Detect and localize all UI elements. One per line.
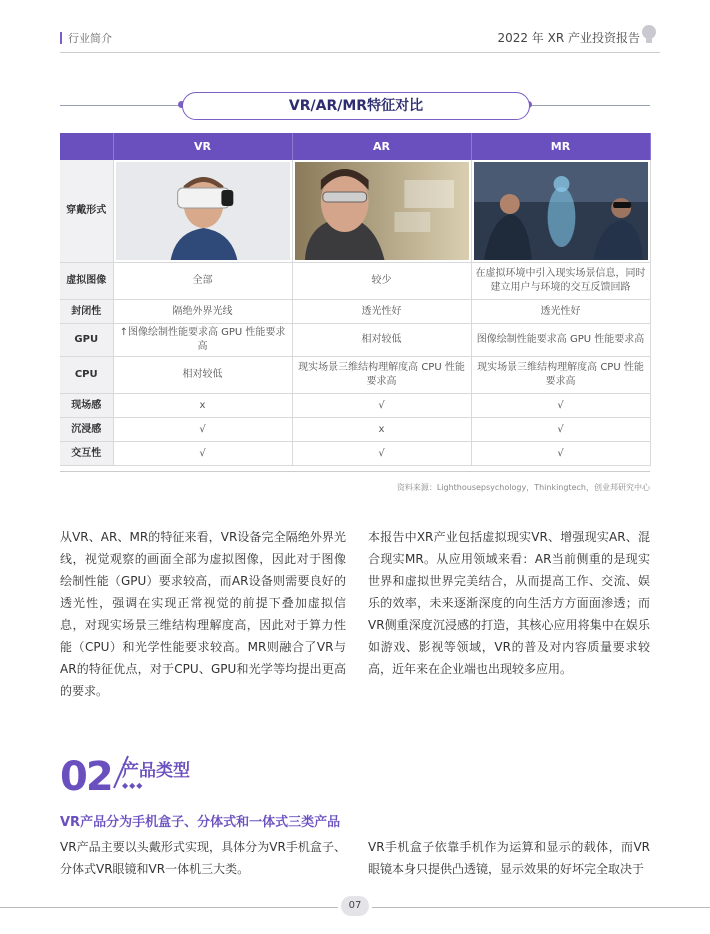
table-cell: √ [113,418,292,442]
table-cell: √ [471,442,650,466]
source-note: 资料来源：Lighthousepsychology，Thinkingtech，创业邦研究中心 [396,483,650,492]
table-cell: 现实场景三维结构理解度高 CPU 性能要求高 [471,357,650,394]
report-title: 2022 年 XR 产业投资报告 [497,31,640,45]
row-label: 现场感 [60,394,113,418]
page-number: 07 [341,896,369,916]
body-paragraph-left: 从VR、AR、MR的特征来看，VR设备完全隔绝外界光线，视觉观察的画面全部为虚拟图像，因此对于图像绘制性能（GPU）要求较高，而AR设备则需要良好的透光性，强调在实现正常视觉的前提下叠加虚拟信息，对现实场景三维结构理解度高，因此对于算力性能（CPU）和光学性能要求较高。MR则融合了VR与AR的特征优点，对于CPU、GPU和光学等均提出更高的要求。 [60,530,346,698]
section-text-left: VR产品主要以头戴形式实现，具体分为VR手机盒子、分体式VR眼镜和VR一体机三大类。 [60,840,346,876]
table-cell: x [292,418,471,442]
table-cell: 较少 [292,263,471,300]
section-decoration: ◆◆◆ [122,781,144,790]
table-row [60,442,650,466]
row-label: 穿戴形式 [60,160,113,263]
table-cell: √ [292,394,471,418]
table-cell: 图像绘制性能要求高 GPU 性能要求高 [471,324,650,357]
table-row [60,418,650,442]
row-label: 交互性 [60,442,113,466]
table-row [60,324,650,357]
row-label: 沉浸感 [60,418,113,442]
title-line-left [60,105,182,106]
column-header-mr: MR [471,133,650,160]
vr-headset-photo [116,162,290,260]
table-row [60,160,650,263]
section-title: 产品类型 [122,761,190,781]
row-label: 封闭性 [60,300,113,324]
table-cell: √ [292,442,471,466]
table-cell: 在虚拟环境中引入现实场景信息，同时建立用户与环境的交互反馈回路 [471,263,650,300]
table-row [60,300,650,324]
table-cell: 隔绝外界光线 [113,300,292,324]
table-cell: 全部 [113,263,292,300]
section-text-right: VR手机盒子依靠手机作为运算和显示的载体，而VR眼镜本身只提供凸透镜，显示效果的好坏完全取决于 [368,840,650,876]
ar-glasses-photo [295,162,469,260]
body-paragraph-right: 本报告中XR产业包括虚拟现实VR、增强现实AR、混合现实MR。从应用领域来看：AR当前侧重的是现实世界和虚拟世界完美结合，从而提高工作、交流、娱乐的效率，未来逐渐深度的向生活方方面面渗透；而VR侧重深度沉浸感的打造，其核心应用将集中在娱乐如游戏、影视等领域，VR的普及对内容质量要求较高，近年来在企业端也出现较多应用。 [368,530,650,676]
footer-line-right [372,907,710,908]
header-corner [60,133,113,160]
row-label: CPU [60,357,113,394]
table-cell: 现实场景三维结构理解度高 CPU 性能要求高 [292,357,471,394]
table-title-banner [60,92,650,122]
footer-line-left [0,907,338,908]
lightbulb-icon [640,24,658,46]
vr-photo-cell [113,160,292,263]
section-label-text: 行业简介 [68,32,112,45]
table-cell: 相对较低 [292,324,471,357]
source-divider [60,471,650,472]
column-header-vr: VR [113,133,292,160]
row-label: 虚拟图像 [60,263,113,300]
header-divider [60,52,660,53]
comparison-table [60,133,651,466]
table-cell: x [113,394,292,418]
table-cell: √ [471,394,650,418]
row-label: GPU [60,324,113,357]
section-marker [60,32,62,44]
table-cell: √ [113,442,292,466]
table-row [60,357,650,394]
page-header [0,0,710,50]
table-cell: 透光性好 [292,300,471,324]
table-cell: ↑图像绘制性能要求高 GPU 性能要求高 [113,324,292,357]
table-cell: 相对较低 [113,357,292,394]
column-header-ar: AR [292,133,471,160]
mr-headset-photo [474,162,648,260]
table-cell: √ [471,418,650,442]
table-row [60,394,650,418]
section-subheading: VR产品分为手机盒子、分体式和一体式三类产品 [60,815,341,830]
table-cell: 透光性好 [471,300,650,324]
mr-photo-cell [471,160,650,263]
table-row [60,263,650,300]
table-header-row [60,133,650,160]
section-label [60,30,112,46]
section-number: 02 [60,754,112,800]
table-title: VR/AR/MR特征对比 [182,92,530,120]
title-line-right [528,105,650,106]
ar-photo-cell [292,160,471,263]
